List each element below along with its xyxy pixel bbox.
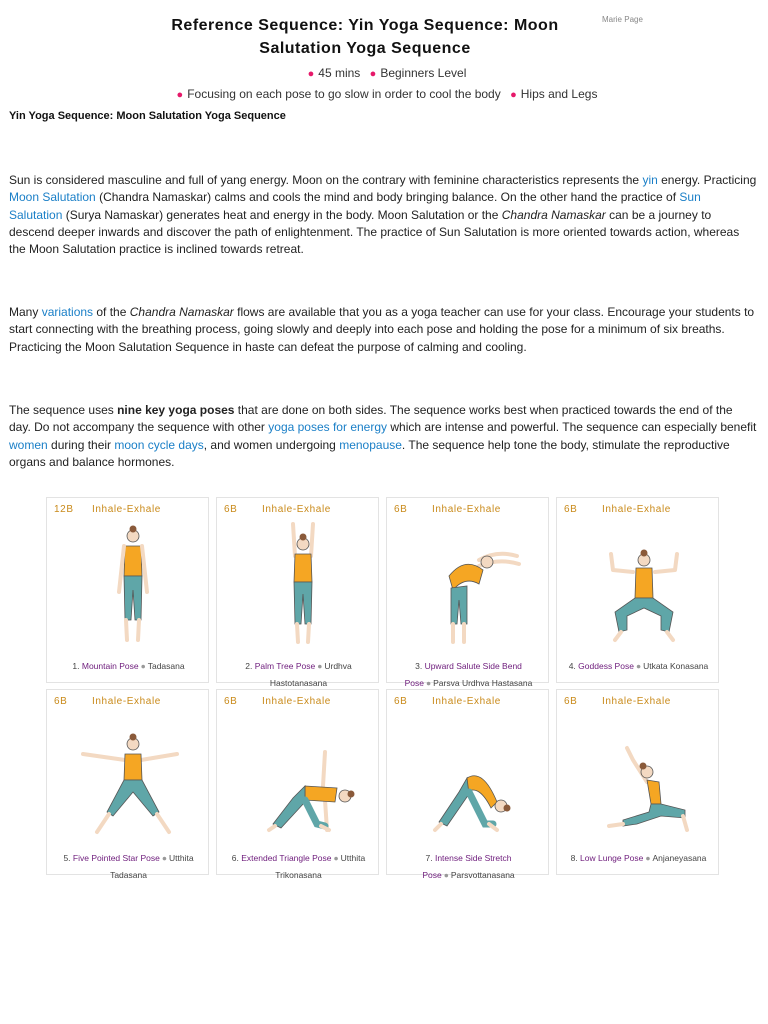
bold-text: nine key yoga poses: [117, 403, 235, 417]
link-variations[interactable]: variations: [41, 305, 94, 319]
link-moon-cycle-days[interactable]: moon cycle days: [114, 437, 204, 452]
emphasis: Chandra Namaskar: [501, 207, 606, 222]
pose-caption: [561, 850, 716, 867]
link-sun-salutation[interactable]: Sun Salutation: [9, 190, 701, 222]
pose-sanskrit: Utkata Konasana: [643, 661, 709, 671]
pose-caption: [391, 850, 546, 884]
pose-caption: [51, 850, 206, 884]
pose-number: 1.: [72, 661, 80, 671]
text: . The sequence help tone the body, stimulate the reproductive organs and balance hormones.: [9, 437, 730, 469]
pose-card-side-bend[interactable]: [386, 497, 549, 688]
text: during their: [47, 437, 115, 452]
emphasis: Chandra Namaskar: [129, 305, 234, 319]
bullet-icon: ●: [510, 89, 517, 101]
text: The sequence uses: [9, 403, 118, 417]
separator-dot: ●: [443, 870, 449, 880]
separator-dot: ●: [426, 678, 432, 688]
pose-sanskrit: Parsva Urdhva Hastasana: [433, 678, 533, 688]
pose-card-header: [394, 504, 501, 515]
pose-number: 2.: [245, 661, 253, 671]
pose-card-header: [224, 504, 331, 515]
goddess-pose-illustration: [557, 520, 720, 650]
pose-link[interactable]: Extended Triangle Pose: [241, 853, 332, 863]
breath-count: 6B: [394, 504, 408, 515]
author-name[interactable]: Marie Page: [602, 15, 643, 24]
separator-dot: ●: [140, 661, 146, 671]
palm-tree-pose-illustration: [217, 520, 380, 650]
separator-dot: ●: [333, 853, 339, 863]
text: Many: [9, 305, 42, 319]
text: can be a journey to descend deeper inwards and discover the path of enlightenment. The practice of Sun Salutation is more oriented towards action, whereas the Moon Salutation practice is inclined towards retreat.: [9, 207, 740, 257]
pose-sanskrit: Anjaneyasana: [652, 853, 707, 863]
breath-count: 6B: [394, 696, 408, 707]
pose-link[interactable]: Palm Tree Pose: [254, 661, 316, 671]
link-moon-salutation[interactable]: Moon Salutation: [9, 190, 96, 205]
separator-dot: ●: [161, 853, 167, 863]
pose-number: 6.: [231, 853, 239, 863]
breath-count: 6B: [224, 504, 238, 515]
five-pointed-star-pose-illustration: [47, 712, 210, 842]
sequence-meta: [0, 66, 768, 80]
pose-card-header: [224, 696, 331, 707]
separator-dot: ●: [645, 853, 651, 863]
pose-sanskrit: Tadasana: [147, 661, 185, 671]
pose-caption: [561, 658, 716, 675]
separator-dot: ●: [635, 661, 642, 671]
variations-paragraph: [9, 304, 757, 356]
pose-sanskrit: Utthita Trikonasana: [275, 853, 366, 880]
text: , and women undergoing: [203, 437, 340, 452]
breath-count: 6B: [564, 504, 578, 515]
pose-card-header: [394, 696, 501, 707]
side-bend-pose-illustration: [387, 520, 550, 650]
text: (Chandra Namaskar) calms and cools the mind and body bringing balance. On the other hand the practice of: [95, 190, 680, 205]
section-heading: Yin Yoga Sequence: Moon Salutation Yoga Sequence: [9, 110, 286, 122]
text: that are done on both sides. The sequence works best when practiced towards the end of the day. Do not accompany the sequence with other: [9, 403, 733, 435]
pose-card-header: [54, 504, 161, 515]
breathing-instruction: Inhale-Exhale: [432, 504, 501, 515]
benefits-paragraph: [9, 402, 757, 471]
pose-sanskrit: Parsvottanasana: [450, 870, 515, 880]
pose-caption: [51, 658, 206, 675]
intense-side-stretch-pose-illustration: [387, 712, 550, 842]
text: of the: [93, 305, 130, 319]
link-yin[interactable]: yin: [642, 173, 658, 187]
text: flows are available that you as a yoga teacher can use for your class. Encourage your students to start connecting with the breathing process, going slowly and deeply into each pose and holding the pose for a minimum of six breaths. Practicing the Moon Salutation Sequence in haste can defeat the purpose of calming and cooling.: [9, 305, 755, 354]
pose-number: 4.: [568, 661, 576, 671]
bullet-icon: ●: [176, 89, 184, 101]
pose-number: 5.: [63, 853, 71, 863]
pose-caption: [221, 850, 376, 884]
breathing-instruction: Inhale-Exhale: [432, 696, 501, 707]
pose-link[interactable]: Goddess Pose: [578, 661, 634, 671]
text: which are intense and powerful. The sequence can especially benefit: [387, 420, 757, 435]
duration: 45 mins: [318, 66, 361, 80]
intro-paragraph: [9, 172, 757, 258]
text: energy. Practicing: [657, 173, 757, 187]
bullet-icon: ●: [369, 68, 377, 80]
mountain-pose-illustration: [47, 520, 210, 650]
pose-card-intense-side-stretch[interactable]: [386, 689, 549, 880]
text: Sun is considered masculine and full of yang energy. Moon on the contrary with feminine characteristics represents the: [9, 173, 643, 187]
link-menopause[interactable]: menopause: [339, 437, 402, 452]
pose-card-extended-triangle[interactable]: [216, 689, 379, 880]
level: Beginners Level: [380, 66, 467, 80]
pose-number: 8.: [570, 853, 578, 863]
target-area: Hips and Legs: [520, 87, 598, 101]
page-title: Reference Sequence: Yin Yoga Sequence: Moon Salutation Yoga Sequence: [171, 17, 559, 57]
breathing-instruction: Inhale-Exhale: [602, 504, 671, 515]
breath-count: 12B: [54, 504, 74, 515]
bullet-icon: ●: [307, 68, 315, 80]
separator-dot: ●: [317, 661, 323, 671]
breath-count: 6B: [54, 696, 68, 707]
pose-card-goddess[interactable]: [556, 497, 719, 683]
pose-card-header: [564, 696, 671, 707]
breath-count: 6B: [564, 696, 578, 707]
pose-link[interactable]: Upward Salute Side Bend Pose: [404, 661, 522, 688]
pose-link[interactable]: Low Lunge Pose: [580, 853, 644, 863]
pose-card-header: [54, 696, 161, 707]
pose-card-mountain[interactable]: [46, 497, 209, 683]
pose-card-palm-tree[interactable]: [216, 497, 379, 688]
link-women[interactable]: women: [9, 437, 48, 452]
low-lunge-pose-illustration: [557, 712, 720, 842]
pose-sanskrit: Urdhva Hastotanasana: [269, 661, 352, 688]
text: (Surya Namaskar) generates heat and energy in the body. Moon Salutation or the: [62, 207, 502, 222]
pose-sanskrit: Utthita Tadasana: [110, 853, 194, 880]
pose-card-five-pointed-star[interactable]: [46, 689, 209, 880]
link-yoga-poses-for-energy[interactable]: yoga poses for energy: [268, 420, 388, 435]
extended-triangle-pose-illustration: [217, 712, 380, 842]
pose-card-low-lunge[interactable]: [556, 689, 719, 875]
pose-caption: [221, 658, 376, 692]
breathing-instruction: Inhale-Exhale: [262, 696, 331, 707]
pose-number: 7.: [425, 853, 433, 863]
pose-link[interactable]: Five Pointed Star Pose: [72, 853, 160, 863]
pose-card-header: [564, 504, 671, 515]
pose-link[interactable]: Intense Side Stretch Pose: [422, 853, 512, 880]
sequence-focus: [0, 87, 768, 101]
breath-count: 6B: [224, 696, 238, 707]
breathing-instruction: Inhale-Exhale: [92, 504, 161, 515]
pose-number: 3.: [415, 661, 423, 671]
breathing-instruction: Inhale-Exhale: [92, 696, 161, 707]
pose-link[interactable]: Mountain Pose: [81, 661, 139, 671]
breathing-instruction: Inhale-Exhale: [602, 696, 671, 707]
pose-caption: [391, 658, 546, 692]
breathing-instruction: Inhale-Exhale: [262, 504, 331, 515]
focus-text: Focusing on each pose to go slow in order to cool the body: [187, 87, 501, 101]
